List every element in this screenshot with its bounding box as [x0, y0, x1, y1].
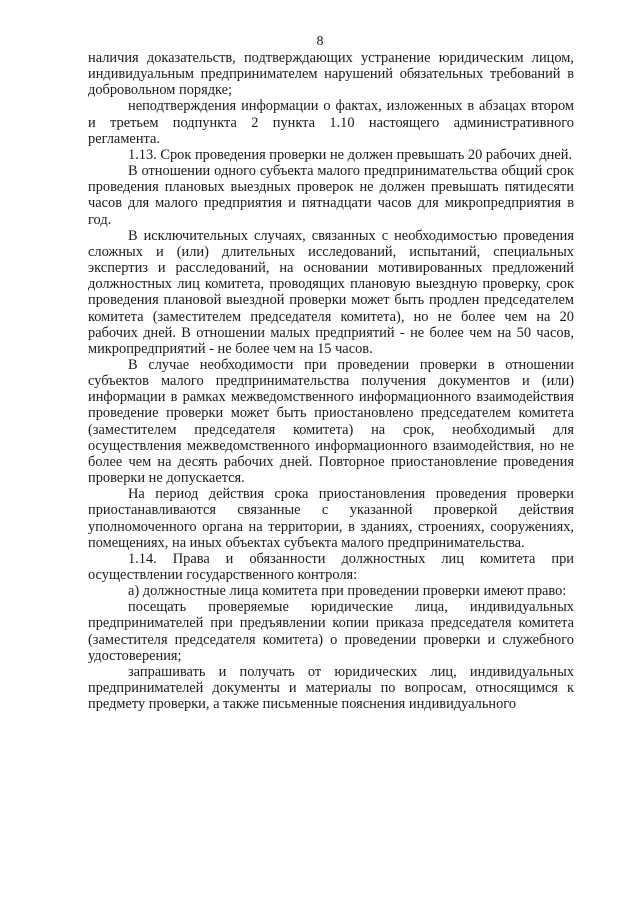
paragraph-clause-1-14: 1.14. Права и обязанности должностных лиц комитета при осуществлении государственного контроля:: [88, 550, 574, 583]
paragraph: посещать проверяемые юридические лица, индивидуальных предпринимателей при предъявлении копии приказа председателя комитета (заместителя председателя комитета) о проведении проверки и служебного удостоверения;: [88, 599, 574, 664]
paragraph: На период действия срока приостановления проведения проверки приостанавливаются связанные с указанной проверкой действия уполномоченного органа на территории, в зданиях, строениях, сооружениях, помещениях, на иных объектах субъекта малого предпринимательства.: [88, 486, 574, 551]
paragraph-continuation: наличия доказательств, подтверждающих устранение юридическим лицом, индивидуальным предпринимателем нарушений обязательных требований в добровольном порядке;: [88, 50, 574, 99]
paragraph: В исключительных случаях, связанных с необходимостью проведения сложных и (или) длительных исследований, испытаний, специальных экспертиз и расследований, на основании мотивированных предложений должностных лиц комитета, проводящих плановую выездную проверку, срок проведения плановой выездной проверки может быть продлен председателем комитета (заместителем председателя комитета), но не более чем на 20 рабочих дней. В отношении малых предприятий - не более чем на 50 часов, микропредприятий - не более чем на 15 часов.: [88, 227, 574, 357]
paragraph: В случае необходимости при проведении проверки в отношении субъектов малого предпринимательства получения документов и (или) информации в рамках межведомственного информационного взаимодействия проведение проверки может быть приостановлено председателем комитета (заместителем председателя комитета) на срок, необходимый для осуществления межведомственного информационного взаимодействия, но не более чем на десять рабочих дней. Повторное приостановление проведения проверки не допускается.: [88, 356, 574, 487]
paragraph-item-a: а) должностные лица комитета при проведении проверки имеют право:: [128, 583, 567, 600]
page-number: 8: [316, 34, 324, 49]
paragraph-clause-1-13: 1.13. Срок проведения проверки не должен превышать 20 рабочих дней.: [128, 146, 573, 163]
paragraph: неподтверждения информации о фактах, изложенных в абзацах втором и третьем подпункта 2 пункта 1.10 настоящего административного регламента.: [88, 98, 574, 147]
document-body: [88, 50, 574, 712]
paragraph: В отношении одного субъекта малого предпринимательства общий срок проведения плановых выездных проверок не должен превышать пятидесяти часов для малого предприятия и пятнадцати часов для микропредприятия в год.: [88, 163, 574, 228]
paragraph: запрашивать и получать от юридических лиц, индивидуальных предпринимателей документы и материалы по вопросам, относящимся к предмету проверки, а также письменные пояснения индивидуального: [88, 663, 574, 713]
